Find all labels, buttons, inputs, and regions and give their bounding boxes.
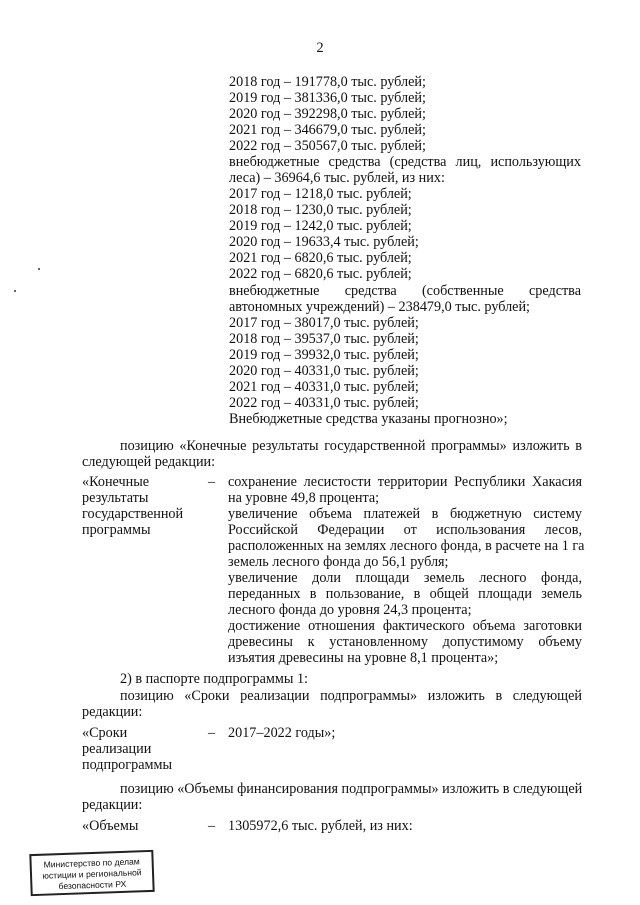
final-results-label [82,474,183,538]
funding-line: 2018 год – 1230,0 тыс. рублей; [229,202,412,218]
para-volumes [82,781,582,813]
final-results-dash: – [208,474,216,490]
funding-line: 2018 год – 191778,0 тыс. рублей; [229,74,426,90]
subprogram-heading: 2) в паспорте подпрограммы 1: [120,671,308,687]
scan-speck [38,268,40,270]
stamp-line: юстиции и региональной [42,867,142,881]
terms-dash: – [208,725,216,741]
forecast-note: Внебюджетные средства указаны прогнозно»; [229,411,508,427]
results-line: изъятия древесины на уровне 8,1 процента»; [228,650,499,666]
terms-label [82,725,172,773]
results-line: древесины к установленному допустимому объему [228,634,582,650]
final-results-items [228,474,585,666]
funding-line: 2020 год – 392298,0 тыс. рублей; [229,106,426,122]
results-line: переданных в пользование, в общей площади земель [228,586,582,602]
results-line: земель лесного фонда до 56,1 рубля; [228,554,449,570]
funding-block-2 [229,186,589,282]
results-line: сохранение лесистости территории Республики Хакасия [228,474,582,490]
offbudget-persons-line: леса) – 36964,6 тыс. рублей, из них: [229,170,445,186]
label-line: реализации [82,741,152,757]
label-line: «Конечные [82,474,150,490]
label-line: результаты [82,490,149,506]
results-line: увеличение доли площади земель лесного фонда, [228,570,582,586]
para-line: позицию «Конечные результаты государственной программы» изложить в [120,438,582,454]
funding-line: 2021 год – 6820,6 тыс. рублей; [229,250,412,266]
offbudget-persons-line: внебюджетные средства (средства лиц, использующих [229,154,581,170]
para-line: редакции: [82,797,143,813]
page-number: 2 [316,40,324,56]
para-final-results [82,438,582,470]
funding-line: 2020 год – 19633,4 тыс. рублей; [229,234,419,250]
funding-line: 2017 год – 1218,0 тыс. рублей; [229,186,412,202]
scan-speck [14,290,16,292]
offbudget-autonomous [229,283,581,315]
funding-line: 2018 год – 39537,0 тыс. рублей; [229,331,419,347]
offbudget-persons [229,154,581,186]
para-line: позицию «Объемы финансирования подпрограммы» изложить в следующей [120,781,583,797]
funding-line: 2017 год – 38017,0 тыс. рублей; [229,315,419,331]
volumes-label: «Объемы [82,818,139,834]
stamp-line: Министерство по делам [43,856,140,870]
results-line: Российской Федерации от использования лесов, [228,522,582,538]
ministry-stamp [29,850,154,896]
funding-block-1 [229,74,589,154]
funding-line: 2021 год – 40331,0 тыс. рублей; [229,379,419,395]
terms-value: 2017–2022 годы»; [228,725,336,741]
label-line: «Сроки [82,725,128,741]
funding-line: 2021 год – 346679,0 тыс. рублей; [229,122,426,138]
para-line: следующей редакции: [82,454,216,470]
volumes-value: 1305972,6 тыс. рублей, из них: [228,818,413,834]
results-line: лесного фонда до уровня 24,3 процента; [228,602,472,618]
para-line: позицию «Сроки реализации подпрограммы» изложить в следующей [120,688,582,704]
results-line: достижение отношения фактического объема заготовки [228,618,582,634]
results-line: на уровне 49,8 процента; [228,490,380,506]
label-line: подпрограммы [82,757,172,773]
label-line: государственной [82,506,184,522]
funding-line: 2022 год – 6820,6 тыс. рублей; [229,266,412,282]
offbudget-autonomous-line: автономных учреждений) – 238479,0 тыс. рублей; [229,299,530,315]
para-line: редакции: [82,704,143,720]
funding-line: 2022 год – 350567,0 тыс. рублей; [229,138,426,154]
results-line: расположенных на землях лесного фонда, в расчете на 1 га [228,538,585,554]
funding-line: 2022 год – 40331,0 тыс. рублей; [229,395,419,411]
stamp-line: безопасности РХ [58,878,127,892]
results-line: увеличение объема платежей в бюджетную систему [228,506,582,522]
label-line: программы [82,522,151,538]
volumes-dash: – [208,818,216,834]
offbudget-autonomous-line: внебюджетные средства (собственные средства [229,283,581,299]
funding-line: 2020 год – 40331,0 тыс. рублей; [229,363,419,379]
funding-line: 2019 год – 39932,0 тыс. рублей; [229,347,419,363]
funding-block-3 [229,315,589,427]
funding-line: 2019 год – 381336,0 тыс. рублей; [229,90,426,106]
funding-line: 2019 год – 1242,0 тыс. рублей; [229,218,412,234]
para-terms [82,688,582,720]
